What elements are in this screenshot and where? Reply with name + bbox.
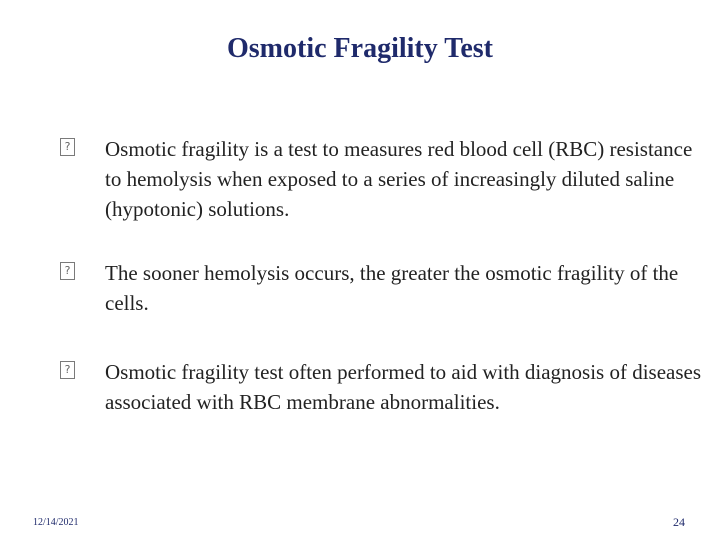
missing-glyph-bullet-icon: ? bbox=[60, 262, 75, 280]
bullet-text: The sooner hemolysis occurs, the greater the osmotic fragility of the cells. bbox=[105, 261, 679, 315]
missing-glyph-bullet-icon: ? bbox=[60, 361, 75, 379]
slide-title: Osmotic Fragility Test bbox=[227, 33, 493, 64]
footer-date: 12/14/2021 bbox=[33, 517, 79, 528]
missing-glyph-bullet-icon: ? bbox=[60, 138, 75, 156]
bullet-text: Osmotic fragility test often performed to aid with diagnosis of diseases associated with RBC membrane abnormalities. bbox=[105, 360, 702, 414]
page-number: 24 bbox=[673, 515, 685, 529]
bullet-text: Osmotic fragility is a test to measures red blood cell (RBC) resistance to hemolysis when exposed to a series of increasingly diluted saline (hypotonic) solutions. bbox=[105, 137, 693, 221]
